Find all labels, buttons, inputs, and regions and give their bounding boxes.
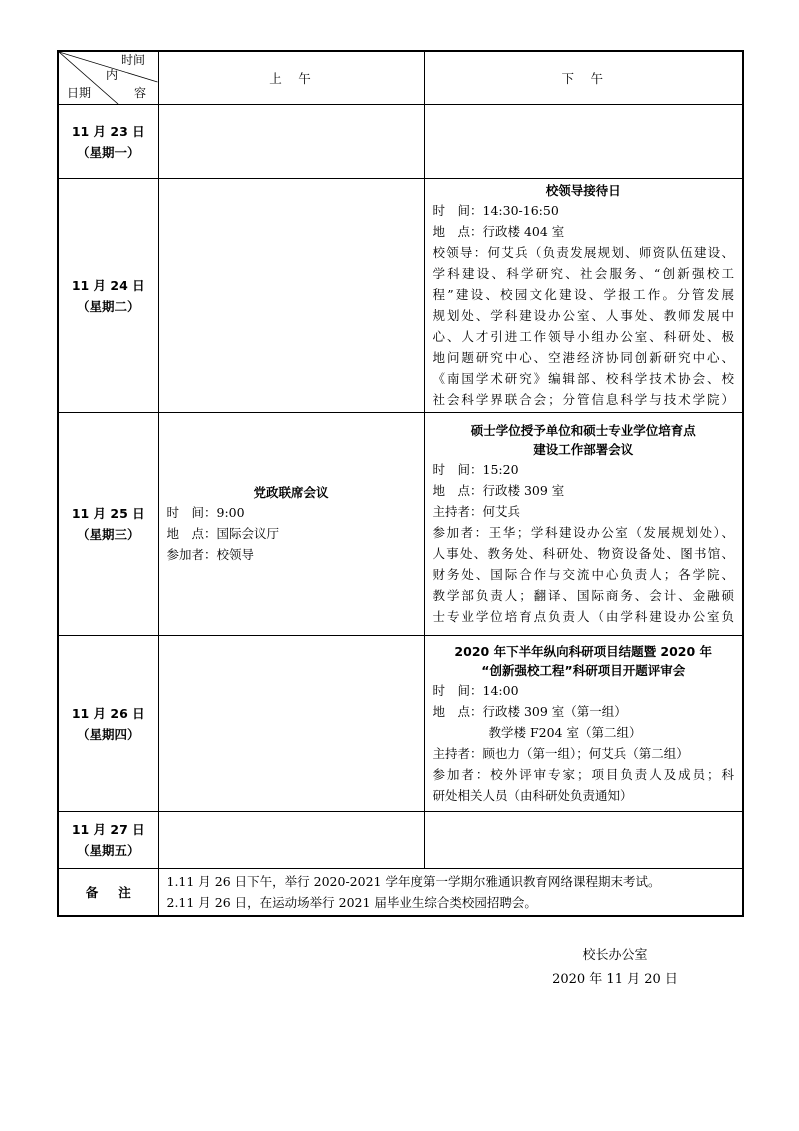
thu-am-cell [158,636,424,812]
event-line: 财务处、国际合作与交流中心负责人；各学院、 [432,567,734,582]
header-row [58,51,743,105]
tue-am-cell [158,179,424,413]
event-line: 参加者：校领导 [166,547,255,562]
date-text: 11 月 23 日 [71,123,145,139]
corner-label-time: 时间 [121,53,146,67]
corner-label-content-1: 内 [106,68,119,82]
row-tue [58,179,743,413]
event-line: 地 点：国际会议厅 [166,526,280,541]
signature-date: 2020 年 11 月 20 日 [552,972,678,987]
weekday-text: （星期四） [76,726,140,742]
event-line: 研处相关人员（由科研处负责通知） [432,787,633,803]
weekday-text: （星期五） [76,843,140,858]
event-line: 《南国学术研究》编辑部、校科学技术协会、校 [432,371,734,386]
row-wed [58,413,743,636]
wed-am-cell [158,413,424,636]
event-title: 校领导接待日 [545,183,621,198]
event-line: 规划处、学科建设办公室、人事处、教师发展中 [432,308,734,323]
date-text: 11 月 27 日 [71,822,145,837]
event-title: 党政联席会议 [253,485,329,500]
date-cell [58,179,158,413]
row-mon [58,105,743,179]
date-cell [58,413,158,636]
row-notes [58,869,743,917]
event-title: 建设工作部署会议 [533,442,634,457]
date-cell [58,636,158,812]
event-title: 硕士学位授予单位和硕士专业学位培育点 [470,423,696,438]
weekday-text: （星期二） [76,298,140,314]
event-line: 参加者：王华；学科建设办公室（发展规划处）、 [432,525,734,540]
note-line: 1.11 月 26 日下午，举行 2020-2021 学年度第一学期尔雅通识教育网络课程期末考试。 [166,874,661,889]
event-title: 2020 年下半年纵向科研项目结题暨 2020 年 [454,643,713,659]
event-line: 校领导：何艾兵（负责发展规划、师资队伍建设、 [432,245,734,260]
date-text: 11 月 26 日 [71,705,145,721]
event-line: 程”建设、校园文化建设、学报工作。分管发展 [432,287,734,302]
event-line: 时 间：14:00 [432,682,519,698]
notes-cell [158,869,743,917]
event-line: 主持者：何艾兵 [432,504,521,519]
row-fri [58,812,743,869]
header-am: 上 午 [158,51,424,105]
date-text: 11 月 24 日 [71,277,145,293]
mon-pm-cell [424,105,743,179]
event-line: 地 点：行政楼 309 室 [432,483,565,498]
event-line: 地问题研究中心、空港经济协同创新研究中心、 [432,350,734,365]
event-line: 教学楼 F204 室（第二组） [488,724,642,740]
date-cell [58,812,158,869]
event-line: 社会科学界联合会；分管信息科学与技术学院） [432,392,734,407]
signature-office: 校长办公室 [582,948,648,963]
note-line: 2.11 月 26 日，在运动场举行 2021 届毕业生综合类校园招聘会。 [166,895,537,910]
fri-pm-cell [424,812,743,869]
event-line: 士专业学位培育点负责人（由学科建设办公室负 [432,609,734,624]
event-line: 地 点：行政楼 309 室（第一组） [432,703,627,719]
corner-label-content-2: 容 [134,86,147,100]
event-title: “创新强校工程”科研项目开题评审会 [481,662,686,678]
event-line: 时 间：15:20 [432,462,519,477]
event-line: 学科建设、科学研究、社会服务、“创新强校工 [432,266,734,281]
event-line: 时 间：9:00 [166,505,245,520]
date-cell [58,105,158,179]
event-line: 地 点：行政楼 404 室 [432,224,565,239]
event-line: 教学部负责人；翻译、国际商务、会计、金融硕 [432,588,734,603]
corner-label-date: 日期 [67,86,92,100]
event-line: 人事处、教务处、科研处、物资设备处、图书馆、 [432,546,734,561]
schedule-table [57,50,744,917]
event-line: 主持者：顾也力（第一组）；何艾兵（第二组） [432,745,689,761]
notes-label: 备注 [58,869,158,917]
date-text: 11 月 25 日 [71,506,145,521]
weekday-text: （星期一） [76,144,140,160]
header-corner-cell [58,51,158,105]
thu-pm-cell [424,636,743,812]
event-line: 心、人才引进工作领导小组办公室、科研处、极 [432,329,734,344]
fri-am-cell [158,812,424,869]
wed-pm-cell [424,413,743,636]
event-line: 参加者：校外评审专家；项目负责人及成员；科 [432,766,734,782]
mon-am-cell [158,105,424,179]
tue-pm-cell [424,179,743,413]
row-thu [58,636,743,812]
weekday-text: （星期三） [76,527,140,542]
event-line: 时 间：14:30-16:50 [432,203,559,218]
header-pm: 下 午 [424,51,743,105]
